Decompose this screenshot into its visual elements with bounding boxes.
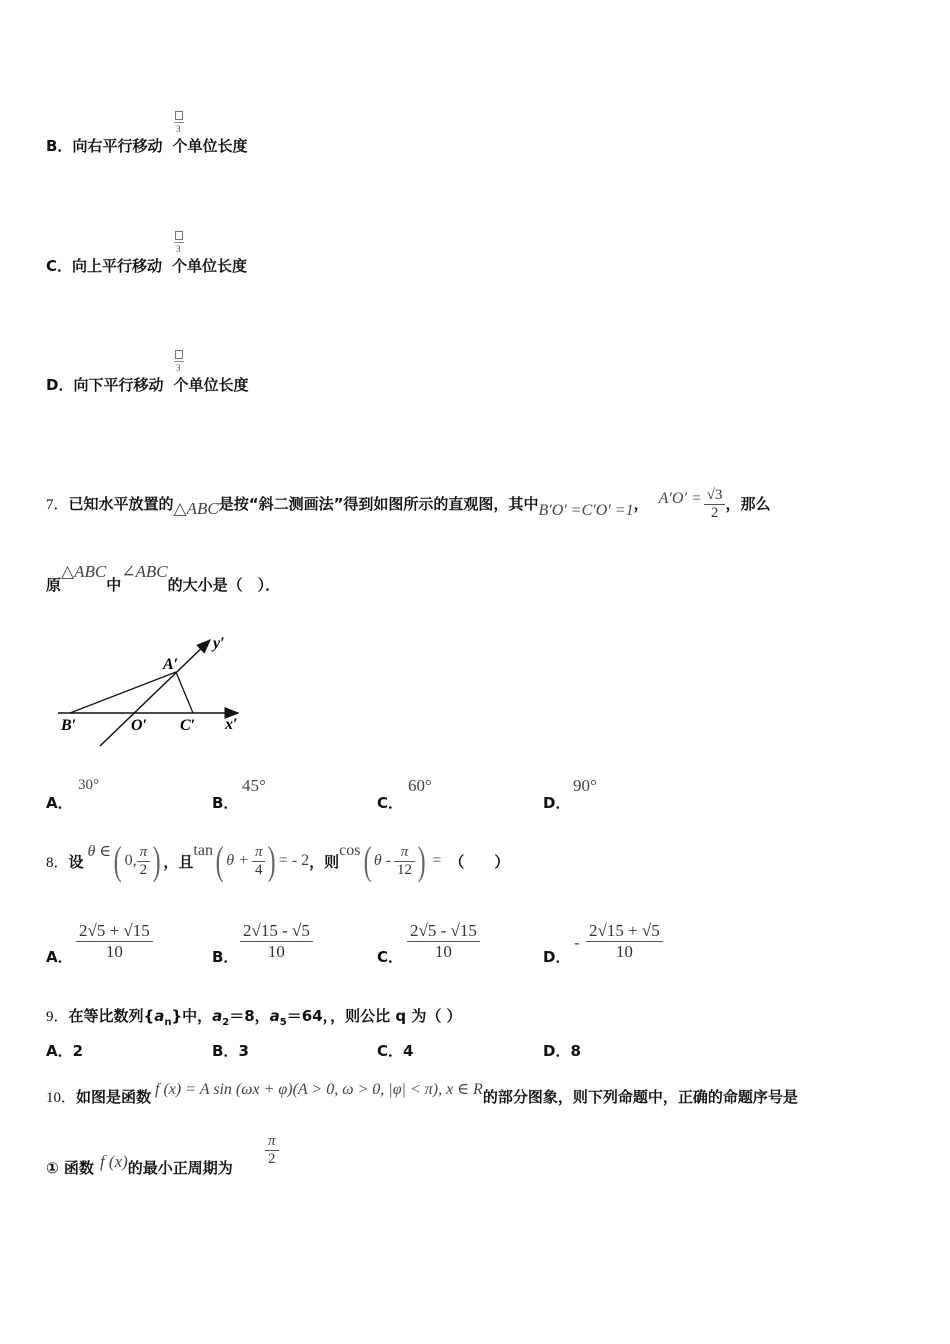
segment-ac xyxy=(176,672,193,713)
option-text: 向右平行移动 xyxy=(72,137,163,155)
sub-2: 2 xyxy=(222,1017,230,1028)
option-label: B． xyxy=(46,137,73,155)
angle-abc: ∠ABC xyxy=(121,562,168,581)
label-o: O′ xyxy=(131,717,148,734)
a-2: a xyxy=(212,1007,223,1025)
option-label: D． xyxy=(543,794,571,812)
option-value: 8 xyxy=(570,1042,581,1060)
q7-text: 是按“斜二测画法”得到如图所示的直观图，其中 xyxy=(218,495,539,513)
question-number: 7． xyxy=(46,497,69,513)
option-label: A． xyxy=(46,794,73,812)
fraction-icon xyxy=(175,231,183,242)
sqrt3-over-2: $\frac{√3}{2}$ xyxy=(704,487,726,522)
question-number: 10． xyxy=(46,1090,77,1106)
option-fraction: $\frac{2√15 + √5}{10}$ xyxy=(586,921,663,962)
option-fraction: $\frac{2√5 + √15}{10}$ xyxy=(76,921,153,962)
ao-eq: A′O′ = xyxy=(658,490,702,507)
paren-left: ( xyxy=(113,838,122,883)
paren-left: ( xyxy=(215,838,224,883)
eq: = xyxy=(432,852,442,869)
q8-text: 设 xyxy=(68,852,84,871)
fx: f (x) xyxy=(99,1152,128,1171)
pi-over-12: $\frac{\pi}{12}$ xyxy=(394,844,415,879)
option-label: C． xyxy=(377,948,404,966)
interval-left: 0, xyxy=(124,852,137,869)
option-value: 4 xyxy=(403,1042,414,1060)
option-value: 3 xyxy=(238,1042,249,1060)
q9-text: 在等比数列{ xyxy=(68,1007,155,1025)
option-value: 45° xyxy=(242,776,266,795)
q7-text: ，那么 xyxy=(725,495,771,513)
label-x: x′ xyxy=(225,716,238,733)
option-label: D． xyxy=(46,376,74,394)
q8-text: ，且 xyxy=(163,852,194,871)
q8-text: （ ） xyxy=(449,852,510,871)
oblique-diagram xyxy=(50,628,260,753)
theta-plus: θ + xyxy=(226,852,249,869)
option-fraction: $\frac{2√15 - √5}{10}$ xyxy=(240,921,313,962)
option-label: C． xyxy=(377,1042,404,1060)
label-b: B′ xyxy=(61,717,77,734)
option-label: C． xyxy=(377,794,404,812)
option-fraction: $\frac{2√5 - √15}{10}$ xyxy=(407,921,480,962)
cos: cos xyxy=(339,842,361,859)
option-value: 90° xyxy=(573,776,597,795)
option-label: A． xyxy=(46,1042,73,1060)
option-value: 30° xyxy=(78,777,99,793)
q10-text: 如图是函数 xyxy=(76,1088,152,1106)
q10-item1-text: ① 函数 xyxy=(46,1159,94,1177)
theta-in: θ ∈ xyxy=(87,843,112,860)
q6-c-frac-den: 3 xyxy=(176,244,181,254)
label-y: y′ xyxy=(213,635,225,652)
triangle-abc: △ABC xyxy=(173,499,219,518)
option-label: A． xyxy=(46,948,73,966)
label-c: C′ xyxy=(180,717,196,734)
pi-over-2: $\frac{\pi}{2}$ xyxy=(265,1133,279,1168)
q7-text: 原 xyxy=(46,576,62,594)
fraction-icon xyxy=(175,111,183,122)
q8-text: ，则 xyxy=(309,852,340,871)
option-text-after: 个单位长度 xyxy=(173,376,249,394)
paren-right: ) xyxy=(268,838,277,883)
pi-over-4: $\frac{\pi}{4}$ xyxy=(252,844,266,879)
option-text-after: 个单位长度 xyxy=(172,257,248,275)
q9-text: ＝8， xyxy=(229,1007,270,1025)
q9-text: }中， xyxy=(171,1007,213,1025)
segment-ba xyxy=(70,672,176,713)
option-label: B． xyxy=(212,794,239,812)
a-n: a xyxy=(154,1007,165,1025)
comma: ， xyxy=(633,495,649,513)
fraction-icon xyxy=(175,350,183,361)
q9-text: ＝64，，则公比 q 为（ ） xyxy=(286,1007,462,1025)
pi-over-2: $\frac{\pi}{2}$ xyxy=(137,844,151,879)
bo-co-eq: B′O′ =C′O′ =1 xyxy=(538,502,634,519)
option-label: B． xyxy=(212,948,239,966)
option-label: D． xyxy=(543,948,571,966)
option-label: D． xyxy=(543,1042,571,1060)
question-number: 8． xyxy=(46,854,69,871)
q6-b-frac-den: 3 xyxy=(176,124,181,134)
option-value: 60° xyxy=(408,776,432,795)
option-label: C． xyxy=(46,257,73,275)
option-text: 向上平行移动 xyxy=(72,257,163,275)
option-text: 向下平行移动 xyxy=(73,376,164,394)
question-number: 9． xyxy=(46,1009,69,1025)
sub-5: 5 xyxy=(279,1017,287,1028)
tan: tan xyxy=(193,842,213,859)
theta-minus: θ - xyxy=(373,852,392,869)
q7-text: 中 xyxy=(106,576,122,594)
option-text-after: 个单位长度 xyxy=(172,137,248,155)
sub-n: n xyxy=(164,1017,172,1028)
q10-text: 的部分图象，则下列命题中，正确的命题序号是 xyxy=(482,1088,798,1106)
paren-right: ) xyxy=(417,838,426,883)
a-5: a xyxy=(269,1007,280,1025)
option-sign: - xyxy=(574,933,580,952)
function-formula: f (x) = A sin (ωx + φ)(A > 0, ω > 0, |φ| < π), x ∈ R xyxy=(155,1081,483,1098)
q7-text: 的大小是（ ）． xyxy=(167,576,281,594)
q7-text: 已知水平放置的 xyxy=(68,495,174,513)
option-value: 2 xyxy=(72,1042,84,1060)
q6-d-frac-den: 3 xyxy=(176,363,181,373)
paren-right: ) xyxy=(152,838,161,883)
option-label: B． xyxy=(212,1042,239,1060)
q10-item1-text: 的最小正周期为 xyxy=(127,1159,233,1177)
eq-neg2: = - 2 xyxy=(278,852,310,869)
label-a: A′ xyxy=(163,656,179,673)
paren-left: ( xyxy=(363,838,372,883)
triangle-abc: △ABC xyxy=(61,562,107,581)
